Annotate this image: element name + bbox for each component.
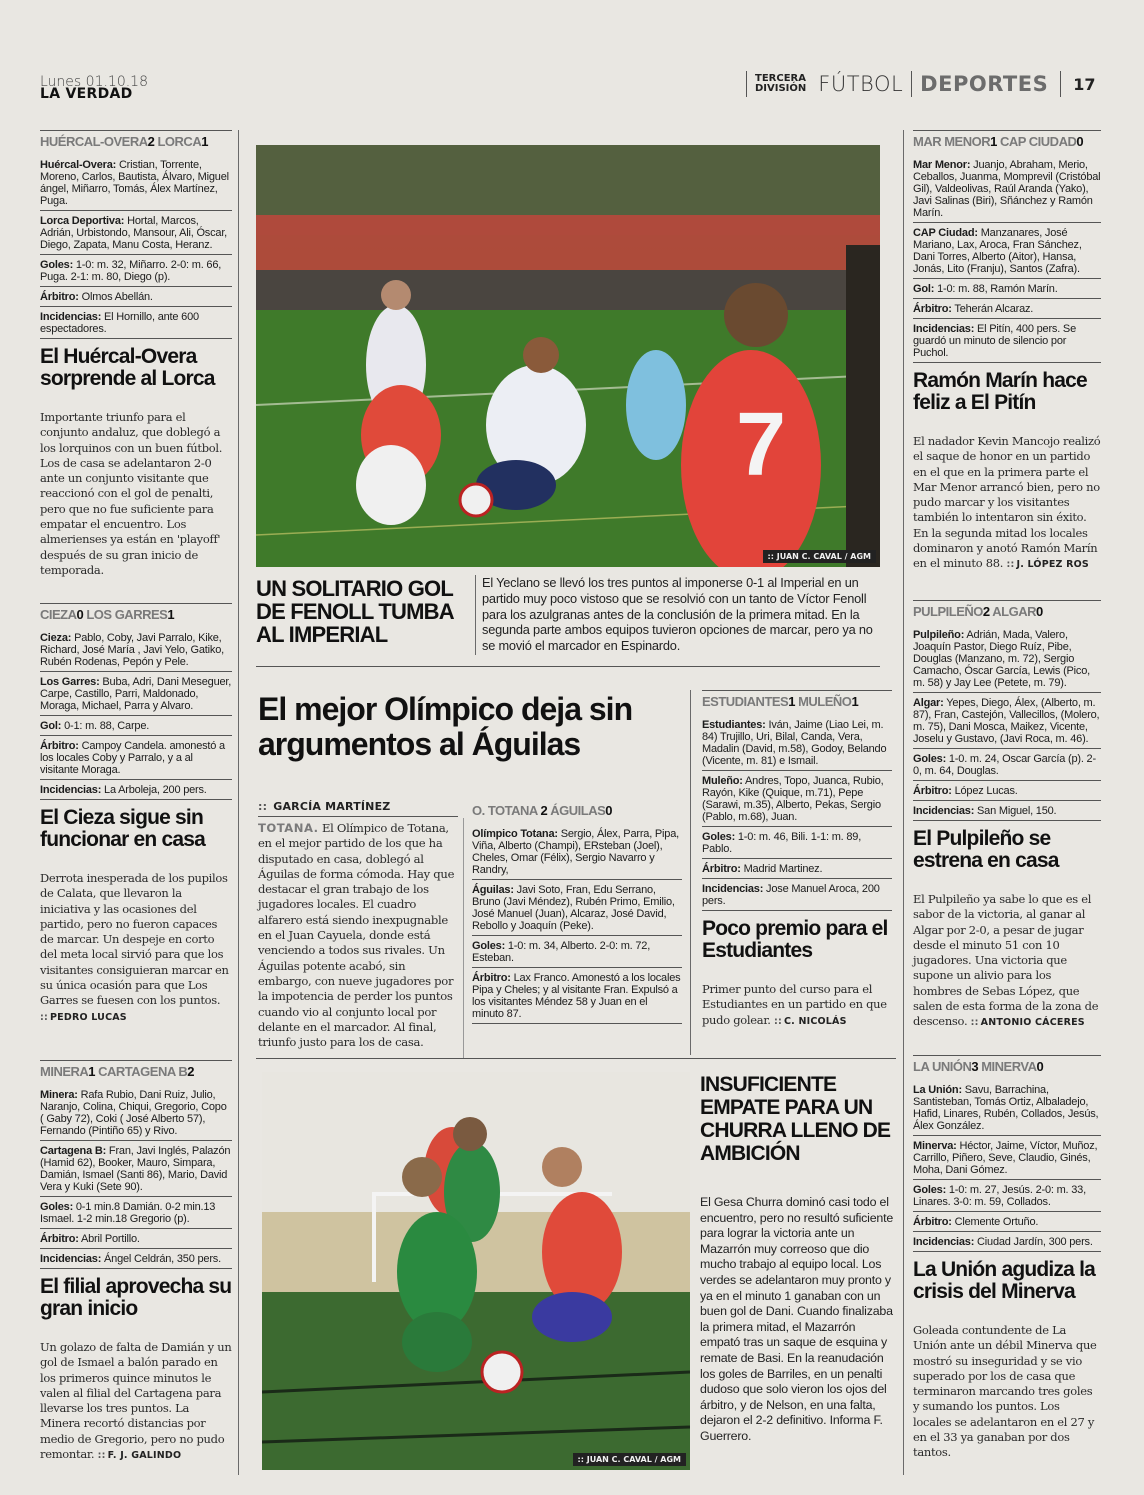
byline-marker-icon: :: <box>773 1015 782 1027</box>
sheet-label: Estudiantes: <box>702 719 766 731</box>
away-score: 0 <box>1036 604 1043 619</box>
sheet-text: Yepes, Diego, Álex, (Alberto, m. 87), Fran, Castejón, Vallecillos, (Molero, m. 75), Dani Mosca, Maikez, Vicente, Joselu y Gustavo, (Javi Roca, m. 46). <box>913 697 1100 745</box>
divider <box>911 71 912 97</box>
sheet-row <box>913 693 1101 749</box>
sheet-label: Pulpileño: <box>913 629 965 641</box>
home-score: 1 <box>788 694 795 709</box>
sheet-label: Incidencias: <box>702 883 764 895</box>
byline <box>1006 559 1089 570</box>
byline-name: C. NICOLÁS <box>783 1015 847 1027</box>
sheet-label: Árbitro: <box>40 291 79 303</box>
column-rule <box>690 690 691 1055</box>
svg-text:7: 7 <box>736 395 787 495</box>
sheet-text: Abril Portillo. <box>80 1233 140 1245</box>
match-photo-top <box>256 145 880 567</box>
away-team: LORCA <box>157 134 202 149</box>
away-team: ALGAR <box>992 604 1036 619</box>
sheet-text: Juanjo, Abraham, Merio, Ceballos, Juanma, Momprevil (Cristóbal Gil), Valdeolivas, Raúl Aranda (Yako), Javi Salinas (Biri), Sñánchez y Ramón Marín. <box>913 159 1101 219</box>
dateline: TOTANA. <box>258 821 319 835</box>
sheet-text: La Arboleja, 200 pers. <box>104 784 207 796</box>
article-body: El Gesa Churra dominó casi todo el encuentro, pero no resultó suficiente para lograr la victoria ante un Mazarrón muy correoso que dio mucho trabajo al equipo local. Los verdes se adelantaron muy pronto y ya en el minuto 1 ganaban con un buen gol de Dani. Cuando finalizaba la primera mitad, el Mazarrón empató tras un saque de esquina y remate de Basi. En la reanudación los goles de Barriles, en un penalti dudoso que solo vieron los ojos del árbitro, y de Nelson, en una falta, dejaron el 2-2 definitivo. Informa F. Guerrero. <box>700 1195 894 1443</box>
byline-marker-icon: :: <box>40 1011 48 1023</box>
away-score: 0 <box>605 803 613 818</box>
byline-marker-icon: :: <box>258 800 268 813</box>
sheet-row <box>913 625 1101 693</box>
sheet-label: Árbitro: <box>913 1216 952 1228</box>
divider <box>1060 71 1061 97</box>
article-body <box>913 434 1101 573</box>
sheet-text: Clemente Ortuño. <box>954 1216 1039 1228</box>
byline <box>40 1012 127 1023</box>
home-score: 1 <box>88 1064 96 1079</box>
sheet-row <box>913 1136 1101 1180</box>
scoreline <box>702 690 892 715</box>
away-team: LOS GARRES <box>86 607 168 622</box>
sheet-text: Hortal, Marcos, Adrián, Urbistondo, Mansour, Ali, Óscar, Diego, Zapata, Manu Costa, Heranz. <box>40 215 228 251</box>
sheet-label: Huércal-Overa: <box>40 159 117 171</box>
division-line-1: TERCERA <box>755 73 806 84</box>
byline <box>971 1017 1085 1028</box>
byline-name: F. J. GALINDO <box>107 1450 182 1462</box>
byline-name: PEDRO LUCAS <box>50 1011 127 1023</box>
sheet-text: López Lucas. <box>954 785 1018 797</box>
scoreline <box>40 1060 232 1085</box>
sheet-text: 1-0: m. 27, Jesús. 2-0: m. 33, Linares. 3-0: m. 59, Collados. <box>913 1184 1086 1208</box>
main-headline: El mejor Olímpico deja sin argumentos al Águilas <box>258 691 633 762</box>
sheet-row <box>472 936 682 968</box>
sheet-label: CAP Ciudad: <box>913 227 978 239</box>
byline-marker-icon: :: <box>767 552 777 561</box>
sheet-text: Adrián, Mada, Valero, Joaquín Pastor, Diego Ruíz, Pibe, Douglas (Manzano, m. 72), Sergio Camacho, Óscar García, Lewis (Pico, m. 58) y Jay Lee (Petete, m. 79). <box>913 629 1091 689</box>
away-team: MULEÑO <box>798 694 852 709</box>
sheet-row <box>913 155 1101 223</box>
sheet-text: Olmos Abellán. <box>81 291 153 303</box>
match-report <box>913 600 1101 1031</box>
sheet-label: Árbitro: <box>913 785 952 797</box>
sheet-text: Rafa Rubio, Dani Ruiz, Julio, Naranjo, Colina, Chiqui, Gregorio, Copo ( Gaby 72), Coki ( José Alberto 57), Fernando (Pintiño 65) y Rivo. <box>40 1089 227 1137</box>
home-team: O. TOTANA <box>472 803 538 818</box>
scoreline <box>472 800 682 824</box>
sheet-text: Fran, Javi Inglés, Palazón (Hamid 62), Booker, Mauro, Simpara, Damián, Ismael (Santi 86), Mario, David Vera y Kuki (Sete 90). <box>40 1145 231 1193</box>
match-report <box>702 690 892 1029</box>
headline: El Cieza sigue sin funcionar en casa <box>40 806 205 851</box>
main-story-headline-box <box>258 692 678 762</box>
sheet-text: Teherán Alcaraz. <box>954 303 1034 315</box>
sheet-text: El Pitín, 400 pers. Se guardó un minuto de silencio por Puchol. <box>913 323 1076 359</box>
sheet-label: Lorca Deportiva: <box>40 215 125 227</box>
sheet-label: Goles: <box>702 831 736 843</box>
article-body <box>702 982 892 1029</box>
byline <box>98 1450 182 1461</box>
match-report <box>472 800 682 1024</box>
sheet-row <box>913 1232 1101 1252</box>
sheet-text: Manzanares, José Mariano, Lax, Aroca, Fran Sánchez, Dani Torres, Alberto (Aitor), Hansa, Jonás, Lito (Franju), Santos (Zafra). <box>913 227 1082 275</box>
match-sheet <box>913 1080 1101 1252</box>
home-score: 2 <box>540 803 548 818</box>
sheet-row <box>40 716 232 736</box>
sheet-text: 1-0: m. 46, Bili. 1-1: m. 89, Pablo. <box>702 831 862 855</box>
sheet-row <box>40 736 232 780</box>
sheet-label: Goles: <box>40 259 74 271</box>
sheet-label: Incidencias: <box>913 1236 975 1248</box>
sheet-row <box>913 749 1101 781</box>
scoreline <box>40 603 232 628</box>
byline-marker-icon: :: <box>97 1450 106 1462</box>
scoreline <box>40 130 232 155</box>
headline: INSUFICIENTE EMPATE PARA UN CHURRA LLENO DE AMBICIÓN <box>700 1073 891 1165</box>
sheet-row <box>702 827 892 859</box>
sheet-label: Goles: <box>472 940 506 952</box>
photo-football-action-icon <box>256 145 880 567</box>
sheet-row <box>40 1197 232 1229</box>
sheet-row <box>40 255 232 287</box>
article-body: Importante triunfo para el conjunto andaluz, que doblegó a los lorquinos con un buen fútbol. Los de casa se adelantaron 2-0 ante un conjunto visitante que reaccionó con el gol de penalti, pero que no fue suficiente para empatar el encuentro. Los almerienses ya están en 'playoff' después de su gran inicio de temporada. <box>40 410 223 577</box>
photo-credit-text: JUAN C. CAVAL / AGM <box>776 552 871 561</box>
photo-credit <box>573 1453 686 1466</box>
sheet-label: Incidencias: <box>40 311 102 323</box>
sheet-text: 0-1: m. 88, Carpe. <box>64 720 150 732</box>
byline-marker-icon: :: <box>577 1455 587 1464</box>
byline-marker-icon: :: <box>1006 559 1015 571</box>
sheet-text: Campoy Candela. amonestó a los locales Coby y Parralo, y a al visitante Moraga. <box>40 740 225 776</box>
byline-marker-icon: :: <box>970 1017 979 1029</box>
sheet-row <box>472 880 682 936</box>
home-score: 2 <box>982 604 990 619</box>
home-team: MAR MENOR <box>913 134 991 149</box>
sheet-label: Incidencias: <box>40 784 102 796</box>
away-score: 1 <box>851 694 859 709</box>
sheet-label: Cartagena B: <box>40 1145 107 1157</box>
sheet-row <box>913 781 1101 801</box>
sheet-label: Goles: <box>40 1201 74 1213</box>
photo-credit-text: JUAN C. CAVAL / AGM <box>586 1455 681 1464</box>
sheet-row <box>913 279 1101 299</box>
headline: La Unión agudiza la crisis del Minerva <box>913 1258 1095 1303</box>
sheet-row <box>913 223 1101 279</box>
away-score: 0 <box>1076 134 1084 149</box>
scoreline <box>913 600 1101 625</box>
headline: Ramón Marín hace feliz a El Pitín <box>913 369 1087 414</box>
sheet-row <box>40 1141 232 1197</box>
sheet-text: Buba, Adri, Dani Meseguer, Carpe, Castillo, Parri, Maldonado, Moraga, Michael, Parra y Alvaro. <box>40 676 232 712</box>
photo-credit <box>763 550 876 563</box>
sheet-row <box>40 307 232 339</box>
sheet-text: Cristian, Torrente, Moreno, Carlos, Bautista, Álvaro, Miguel ángel, Miñarro, Tomás, Álex Martínez, Puga. <box>40 159 229 207</box>
match-sheet <box>913 155 1101 363</box>
churra-story <box>700 1073 895 1445</box>
sheet-row <box>913 801 1101 821</box>
home-score: 1 <box>990 134 997 149</box>
sheet-row <box>702 771 892 827</box>
article-text: El Olímpico de Totana, en el mejor partido de los que ha disputado en casa, doblegó al Águilas de forma cómoda. Hay que destacar el gran trabajo de los jugadores locales. El cuadro alfarero está siendo inexpugnable en el Juan Cayuela, donde está venciendo a todos sus rivales. Un Águilas potente acabó, sin embargo, con nueve jugadores por la impotencia de perder los puntos cuando vio al conjunto local por delante en el marcador. Al final, triunfo justo para los de casa. <box>258 821 455 1050</box>
sheet-row <box>913 299 1101 319</box>
byline-name: GARCÍA MARTÍNEZ <box>273 800 391 813</box>
headline: El filial aprovecha su gran inicio <box>40 1275 232 1320</box>
sheet-row <box>40 628 232 672</box>
away-team: CARTAGENA B <box>98 1064 188 1079</box>
sheet-row <box>40 287 232 307</box>
sheet-text: Savu, Barrachina, Santisteban, Tomás Ortiz, Albaladejo, Hafid, Linares, Rubén, Collados, Jesús, Álex González. <box>913 1084 1099 1132</box>
headline: Poco premio para el Estudiantes <box>702 917 888 962</box>
away-score: 1 <box>167 607 175 622</box>
sheet-text: Andres, Topo, Juanca, Rubio, Rayón, Kike (Quique, m.71), Pepe (Sarawi, m.35), Alberto, Pekas, Sergio (Pablo, m.68), Juan. <box>702 775 884 823</box>
article-text: El nadador Kevin Mancojo realizó el saque de honor en un partido en el que en la primera parte el Mar Menor arrancó bien, pero no pudo marcar y los visitantes también lo intentaron sin éxito. En la segunda mitad los locales dominaron y anotó Ramón Marín en el minuto 88. <box>913 434 1101 571</box>
byline-name: J. LÓPEZ ROS <box>1016 559 1089 571</box>
article-body <box>258 821 458 1050</box>
scoreline <box>913 130 1101 155</box>
sheet-label: Los Garres: <box>40 676 100 688</box>
sheet-row <box>472 824 682 880</box>
home-team: CIEZA <box>40 607 77 622</box>
sheet-text: Ciudad Jardín, 300 pers. <box>977 1236 1093 1248</box>
match-report <box>913 1055 1101 1461</box>
issue-date: Lunes 01.10.18 <box>40 74 149 90</box>
sheet-label: Minera: <box>40 1089 78 1101</box>
away-score: 1 <box>201 134 208 149</box>
sheet-label: Goles: <box>913 1184 947 1196</box>
home-score: 3 <box>971 1059 979 1074</box>
sheet-label: Árbitro: <box>702 863 741 875</box>
sheet-text: Ángel Celdrán, 350 pers. <box>104 1253 221 1265</box>
top-story-headline-box <box>256 577 468 646</box>
division-label <box>755 74 806 94</box>
away-score: 2 <box>187 1064 194 1079</box>
sheet-text: Sergio, Álex, Parra, Pipa, Viña, Alberto (Champi), ERsteban (Joel), Cheles, Omar (Félix), Sergio Navarro y Randry, <box>472 828 679 876</box>
sheet-label: La Unión: <box>913 1084 962 1096</box>
sheet-label: Incidencias: <box>913 805 975 817</box>
match-sheet <box>913 625 1101 821</box>
sheet-label: Algar: <box>913 697 944 709</box>
home-team: ESTUDIANTES <box>702 694 789 709</box>
sheet-row <box>702 879 892 911</box>
sheet-label: Árbitro: <box>472 972 511 984</box>
sheet-label: Árbitro: <box>40 1233 79 1245</box>
sheet-row <box>40 1249 232 1269</box>
column-rule <box>475 575 476 655</box>
sheet-label: Árbitro: <box>913 303 952 315</box>
sheet-label: Mar Menor: <box>913 159 971 171</box>
match-report <box>40 130 232 578</box>
sheet-row <box>702 715 892 771</box>
page-number: 17 <box>1073 74 1096 94</box>
home-score: 2 <box>147 134 155 149</box>
main-story-column <box>258 800 458 1050</box>
category-label: DEPORTES <box>920 72 1049 96</box>
scoreline <box>913 1055 1101 1080</box>
sheet-row <box>40 672 232 716</box>
horizontal-rule <box>256 1058 896 1059</box>
photo-football-action-icon <box>262 1072 690 1470</box>
sheet-row <box>913 1180 1101 1212</box>
section-label: FÚTBOL <box>818 72 904 96</box>
article-text: Derrota inesperada de los pupilos de Calata, que llevaron la iniciativa y las ocasiones del partido, pero no fueron capaces de marcar. Un despeje en corto del meta local sirvió para que los visitantes consiguieran marcar en su única ocasión para que Los Garres se fuesen con los puntos. <box>40 871 229 1008</box>
column-rule <box>238 130 239 1475</box>
sheet-text: Iván, Jaime (Liao Lei, m. 84) Trujillo, Uri, Bilal, Canda, Vera, Madalin (David, m.58), Godoy, Belando (Vicente, m. 81) e Ismail. <box>702 719 887 767</box>
sheet-label: Árbitro: <box>40 740 79 752</box>
sheet-text: Jose Manuel Aroca, 200 pers. <box>702 883 880 907</box>
sheet-text: El Hornillo, ante 600 espectadores. <box>40 311 199 335</box>
sheet-text: 0-1 min.8 Damián. 0-2 min.13 Ismael. 1-2 min.18 Gregorio (p). <box>40 1201 216 1225</box>
match-sheet <box>40 628 232 800</box>
sheet-label: Águilas: <box>472 884 514 896</box>
article-body: Goleada contundente de La Unión ante un débil Minerva que mostró su inseguridad y se vio superado por los de casa que terminaron marcando tres goles y sumando los puntos. Los locales se adelantaron en el 27 y en el 33 ya ganaban por dos tantos. <box>913 1323 1097 1460</box>
byline <box>258 800 458 817</box>
section-header <box>738 70 1095 98</box>
sheet-row <box>40 780 232 800</box>
headline: El Huércal-Overa sorprende al Lorca <box>40 345 215 390</box>
sheet-row <box>913 1080 1101 1136</box>
column-rule <box>463 818 464 1058</box>
sheet-text: 1-0: m. 32, Miñarro. 2-0: m. 66, Puga. 2-1: m. 80, Diego (p). <box>40 259 222 283</box>
sheet-text: Lax Franco. Amonestó a los locales Pipa y Cheles; y al visitante Fran. Expulsó a los visitantes Méndez 58 y Juan en el minuto 87. <box>472 972 681 1020</box>
sheet-label: Olímpico Totana: <box>472 828 558 840</box>
left-column <box>40 130 232 1462</box>
match-report <box>40 603 232 1025</box>
article-text: Un golazo de falta de Damián y un gol de Ismael a balón parado en los primeros quince minutos le valen al filial del Cartagena para llevarse los tres puntos. La Minera recortó distancias por medio de Gregorio, pero no pudo remontar. <box>40 1340 232 1462</box>
sheet-text: Pablo, Coby, Javi Parralo, Kike, Richard, José María , Javi Yelo, Gatiko, Rubén Rodenas, Pepón y Pele. <box>40 632 224 668</box>
match-photo-bottom <box>262 1072 690 1470</box>
sheet-row <box>472 968 682 1024</box>
article-body <box>913 892 1101 1031</box>
article-body <box>40 871 232 1025</box>
sheet-text: Madrid Martinez. <box>743 863 823 875</box>
headline: UN SOLITARIO GOL DE FENOLL TUMBA AL IMPERIAL <box>256 576 453 647</box>
sheet-label: Gol: <box>40 720 62 732</box>
sheet-row <box>40 1085 232 1141</box>
home-team: MINERA <box>40 1064 89 1079</box>
sheet-label: Minerva: <box>913 1140 957 1152</box>
sheet-row <box>913 319 1101 363</box>
divider <box>746 71 747 97</box>
away-team: MINERVA <box>981 1059 1037 1074</box>
sheet-text: 1-0: m. 34, Alberto. 2-0: m. 72, Esteban. <box>472 940 651 964</box>
home-team: HUÉRCAL-OVERA <box>40 134 148 149</box>
top-story-body: El Yeclano se llevó los tres puntos al imponerse 0-1 al Imperial en un partido muy poco vistoso que se resolvió con un tanto de Víctor Fenoll para los azulgranas antes de la conclusión de la primera mitad. En la segunda parte ambos equipos tuvieron opciones de marcar, pero ya no se movió el marcador en Espinardo. <box>482 575 873 654</box>
sheet-row <box>40 155 232 211</box>
match-sheet <box>702 715 892 911</box>
away-team: ÁGUILAS <box>550 803 606 818</box>
byline-name: ANTONIO CÁCERES <box>980 1017 1085 1029</box>
home-score: 0 <box>76 607 84 622</box>
match-report <box>913 130 1101 573</box>
match-sheet <box>40 1085 232 1269</box>
article-body <box>40 1340 232 1463</box>
division-line-2: DIVISIÓN <box>755 83 807 94</box>
sheet-text: 1-0: m. 88, Ramón Marín. <box>937 283 1058 295</box>
headline: El Pulpileño se estrena en casa <box>913 827 1059 872</box>
sheet-text: Javi Soto, Fran, Edu Serrano, Bruno (Javi Méndez), Rubén Primo, Emilio, José Manuel (Juan), Alcaraz, José David, Rebollo y Joaquín (Peke). <box>472 884 675 932</box>
sheet-label: Muleño: <box>702 775 743 787</box>
sheet-row <box>702 859 892 879</box>
sheet-label: Incidencias: <box>913 323 975 335</box>
sheet-row <box>40 1229 232 1249</box>
sheet-label: Gol: <box>913 283 935 295</box>
away-score: 0 <box>1036 1059 1044 1074</box>
horizontal-rule <box>256 666 880 667</box>
sheet-text: 1-0. m. 24, Oscar García (p). 2-0, m. 64, Douglas. <box>913 753 1096 777</box>
match-report <box>40 1060 232 1463</box>
right-column <box>913 130 1101 1460</box>
sheet-label: Incidencias: <box>40 1253 102 1265</box>
sheet-label: Cieza: <box>40 632 72 644</box>
byline <box>774 1016 847 1027</box>
sheet-row <box>913 1212 1101 1232</box>
home-team: PULPILEÑO <box>913 604 983 619</box>
match-sheet <box>40 155 232 339</box>
sheet-label: Goles: <box>913 753 947 765</box>
sheet-row <box>40 211 232 255</box>
paper-name: LA VERDAD <box>40 86 133 102</box>
article-text: Primer punto del curso para el Estudiantes en un partido en que pudo golear. <box>702 982 887 1027</box>
column-rule <box>903 130 904 1475</box>
away-team: CAP CIUDAD <box>999 134 1077 149</box>
sheet-text: San Miguel, 150. <box>977 805 1057 817</box>
match-sheet <box>472 824 682 1024</box>
sheet-text: Héctor, Jaime, Víctor, Muñoz, Carrillo, Piñero, Seve, Claudio, Ginés, Moha, Dani Gómez. <box>913 1140 1098 1176</box>
article-text: El Pulpileño ya sabe lo que es el sabor de la victoria, al ganar al Algar por 2-0, a pesar de jugar desde el minuto 51 con 10 jugadores. Una victoria que supone un alivio para los hombres de Sebas López, que salen de esta forma de la zona de descenso. <box>913 892 1099 1029</box>
home-team: LA UNIÓN <box>913 1059 972 1074</box>
